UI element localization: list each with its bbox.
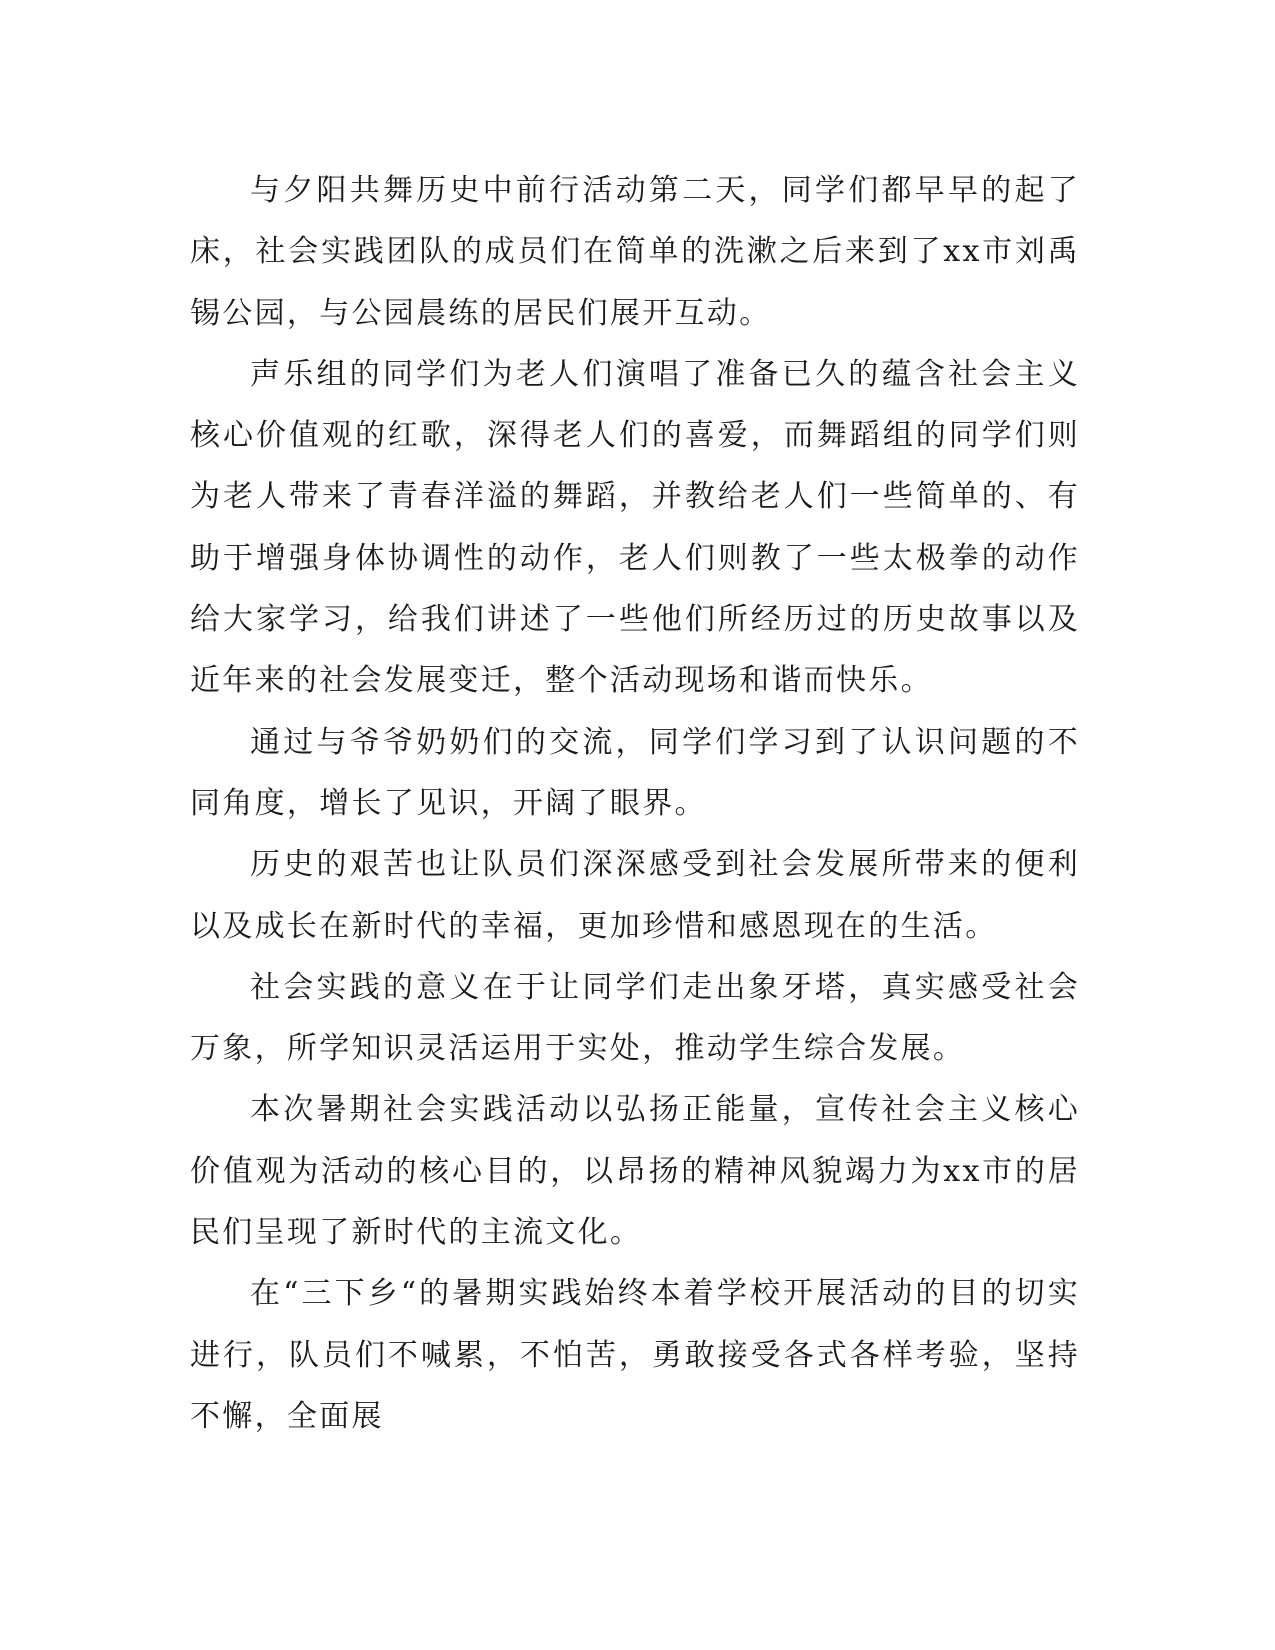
paragraph-4: 历史的艰苦也让队员们深深感受到社会发展所带来的便利以及成长在新时代的幸福，更加珍惜和感恩现在的生活。 (190, 847, 1080, 944)
paragraph-1: 与夕阳共舞历史中前行活动第二天，同学们都早早的起了床，社会实践团队的成员们在简单的洗漱之后来到了xx市刘禹锡公园，与公园晨练的居民们展开互动。 (190, 173, 1080, 331)
paragraph-6: 本次暑期社会实践活动以弘扬正能量，宣传社会主义核心价值观为活动的核心目的，以昂扬的精神风貌竭力为xx市的居民们呈现了新时代的主流文化。 (190, 1092, 1080, 1251)
paragraph-3: 通过与爷爷奶奶们的交流，同学们学习到了认识问题的不同角度，增长了见识，开阔了眼界。 (190, 724, 1080, 821)
paragraph-2: 声乐组的同学们为老人们演唱了准备已久的蕴含社会主义核心价值观的红歌，深得老人们的喜爱，而舞蹈组的同学们则为老人带来了青春洋溢的舞蹈，并教给老人们一些简单的、有助于增强身体协调性的动作，老人们则教了一些太极拳的动作给大家学习，给我们讲述了一些他们所经历过的历史故事以及近年来的社会发展变迁，整个活动现场和谐而快乐。 (190, 356, 1080, 699)
paragraph-7: 在“三下乡“的暑期实践始终本着学校开展活动的目的切实进行，队员们不喊累，不怕苦，勇敢接受各式各样考验，坚持不懈，全面展 (190, 1276, 1080, 1434)
paragraph-5: 社会实践的意义在于让同学们走出象牙塔，真实感受社会万象，所学知识灵活运用于实处，推动学生综合发展。 (190, 969, 1080, 1067)
document-body (190, 160, 1080, 1447)
